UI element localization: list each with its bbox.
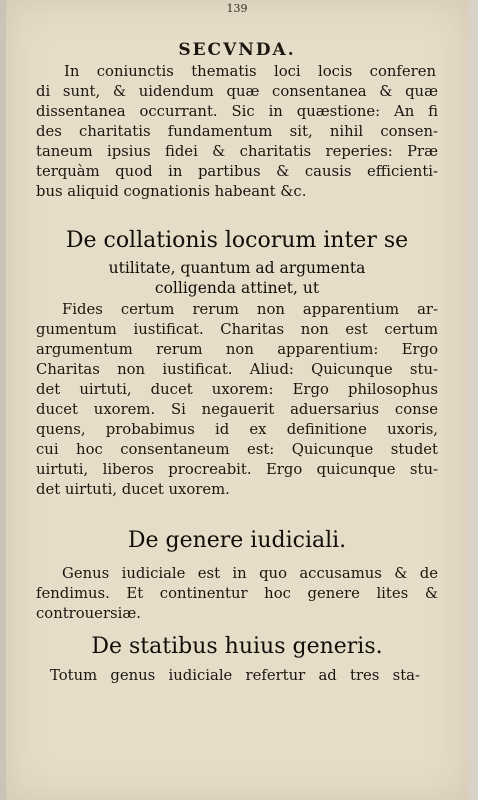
page-number: 139: [226, 2, 248, 15]
paragraph-1-continued: [36, 82, 438, 202]
section-heading-collation: De collationis locorum inter se: [65, 228, 409, 253]
text-line: Fides certum rerum non apparentium ar-: [62, 301, 438, 318]
text-line: ducet uxorem. Si negauerit aduersarius conse: [36, 401, 438, 418]
section-heading-judicial: De genere iudiciali.: [127, 528, 347, 553]
text-line: di sunt, & uidendum quæ consentanea & quæ: [36, 83, 438, 100]
paragraph-1: [64, 62, 436, 82]
text-line: Totum genus iudiciale refertur ad tres sta-: [50, 667, 420, 684]
text-line: In coniunctis thematis loci locis conferen: [64, 63, 436, 80]
text-line: cui hoc consentaneum est: Quicunque studet: [36, 441, 438, 458]
text-line: gumentum iustificat. Charitas non est certum: [36, 321, 438, 338]
text-line: Charitas non iustificat. Aliud: Quicunque stu-: [36, 361, 438, 378]
section-heading-collation-line-2: utilitate, quantum ad argumenta: [108, 259, 366, 277]
text-line: dissentanea occurrant. Sic in quæstione: An fi: [36, 103, 438, 120]
text-line: uirtuti, liberos procreabit. Ergo quicunque stu-: [36, 461, 438, 478]
section-heading-collation-line-3: colligenda attinet, ut: [154, 279, 320, 297]
text-line: fendimus. Et continentur hoc genere lites &: [36, 585, 438, 602]
text-line: det uirtuti, ducet uxorem.: [36, 481, 230, 498]
text-line: argumentum rerum non apparentium: Ergo: [36, 341, 438, 358]
text-line: quens, probabimus id ex definitione uxoris,: [36, 421, 438, 438]
paragraph-3: [62, 564, 438, 584]
paragraph-2-continued: [36, 320, 438, 500]
text-line: taneum ipsius fidei & charitatis reperies: Præ: [36, 143, 438, 160]
text-line: Genus iudiciale est in quo accusamus & de: [62, 565, 438, 582]
paragraph-3-continued: [36, 584, 438, 624]
paragraph-4: [50, 666, 420, 686]
running-head: SECVNDA.: [178, 40, 296, 60]
section-heading-status: De statibus huius generis.: [91, 634, 383, 659]
text-line: terquàm quod in partibus & causis efficienti-: [36, 163, 438, 180]
text-line: bus aliquid cognationis habeant &c.: [36, 183, 307, 200]
text-line: des charitatis fundamentum sit, nihil consen-: [36, 123, 438, 140]
text-line: det uirtuti, ducet uxorem: Ergo philosophus: [36, 381, 438, 398]
paragraph-2: [62, 300, 438, 320]
text-line: controuersiæ.: [36, 605, 141, 622]
